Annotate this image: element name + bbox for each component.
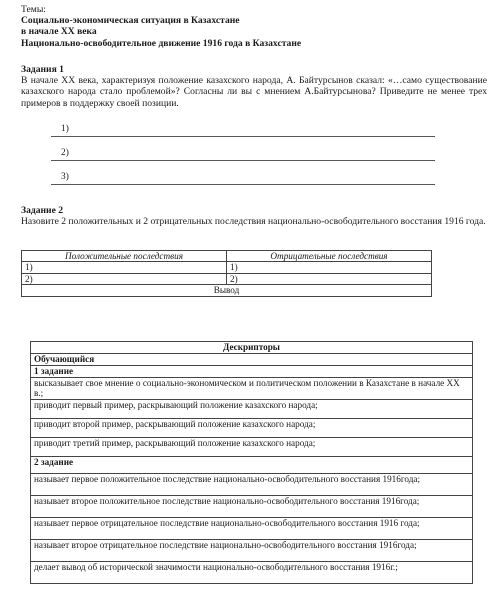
- descriptor-item: называет второе положительное последствие национально-освободительного восстания 1916года;: [31, 496, 473, 518]
- descriptor-item: высказывает свое мнение о социально-экономическом и политическом положении в Казахстане в начале XX в.;: [31, 378, 473, 400]
- topic-line: в начале XX века: [21, 26, 97, 38]
- task1-block: [21, 64, 487, 109]
- task2-block: [21, 205, 487, 227]
- descriptor-item: называет первое положительное последствие национально-освободительного восстания 1916года;: [31, 474, 473, 496]
- topic-line: Социально-экономическая ситуация в Казахстане: [21, 15, 240, 27]
- learner-label: Обучающийся: [31, 354, 473, 366]
- topics-label: Темы:: [21, 4, 46, 15]
- answer-line-label: 3): [61, 172, 69, 182]
- negative-cell[interactable]: 2): [227, 273, 432, 284]
- answer-line-1[interactable]: [51, 124, 435, 137]
- descriptor-item: называет первое отрицательное последствие национально-освободительного восстания 1916 года;: [31, 518, 473, 540]
- answer-line-2[interactable]: [51, 148, 435, 161]
- task1-title: Задания 1: [21, 64, 64, 75]
- answer-line-label: 1): [61, 124, 69, 134]
- topics-block: [21, 4, 301, 49]
- table-row: [22, 273, 432, 284]
- section-label: 1 задание: [31, 366, 473, 378]
- positive-cell[interactable]: 2): [22, 273, 227, 284]
- table-row: [22, 285, 432, 296]
- consequences-table: [21, 250, 432, 297]
- descriptors-header: Дескрипторы: [31, 342, 473, 354]
- conclusion-cell[interactable]: Вывод: [22, 285, 432, 296]
- task1-text: В начале XX века, характеризуя положение казахского народа, А. Байтурсынов сказал: «…само существование казахского народа стало проблемой»? Согласны ли вы с мнением А.Байтурсынова? Приведите не менее трех примеров в поддержку своей позиции.: [21, 75, 487, 109]
- column-header-positive: Положительные последствия: [22, 251, 227, 262]
- negative-cell[interactable]: 1): [227, 262, 432, 273]
- task2-text: Назовите 2 положительных и 2 отрицательных последствия национально-освободительного восстания 1916 года.: [21, 216, 486, 228]
- table-row: [22, 262, 432, 273]
- topic-line: Национально-освободительное движение 1916 года в Казахстане: [21, 37, 302, 49]
- column-header-negative: Отрицательные последствия: [227, 251, 432, 262]
- descriptor-item: называет второе отрицательное последствие национально-освободительного восстания 1916года;: [31, 540, 473, 562]
- answer-line-label: 2): [61, 148, 69, 158]
- positive-cell[interactable]: 1): [22, 262, 227, 273]
- descriptor-item: приводит второй пример, раскрывающий положение казахского народа;: [31, 419, 473, 438]
- descriptors-table: [30, 341, 473, 584]
- answer-line-3[interactable]: [51, 172, 435, 185]
- descriptor-item: приводит третий пример, раскрывающий положение казахского народа;: [31, 438, 473, 457]
- task2-title: Задание 2: [21, 205, 64, 216]
- descriptor-item: делает вывод об исторической значимости национально-освободительного восстания 1916г.;: [31, 562, 473, 584]
- descriptor-item: приводит первый пример, раскрывающий положение казахского народа;: [31, 400, 473, 419]
- section-label: 2 задание: [31, 457, 473, 474]
